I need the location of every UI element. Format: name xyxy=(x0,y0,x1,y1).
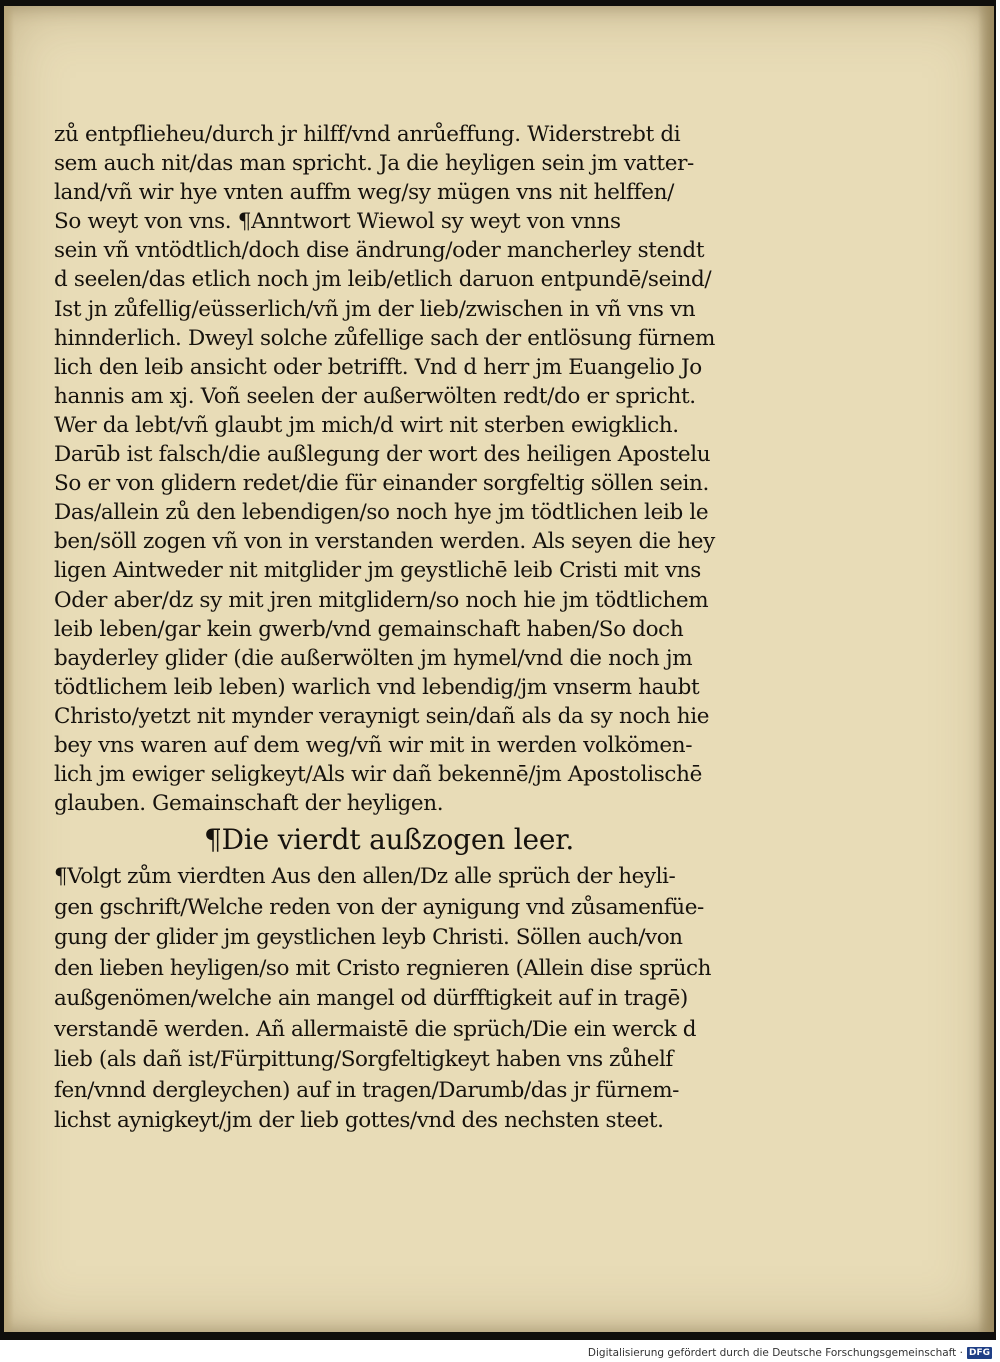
page-edge-left xyxy=(4,6,14,1332)
text-line: ligen Aintweder nit mitglider jm geystlichē leib Cristi mit vns xyxy=(54,558,701,584)
text-line: bey vns waren auf dem weg/vñ wir mit in werden volkömen- xyxy=(54,732,693,758)
text-line: Wer da lebt/vñ glaubt jm mich/d wirt nit sterben ewigklich. xyxy=(54,412,679,438)
text-line: gen gschrift/Welche reden von der aynigung vnd zůsamenfüe- xyxy=(54,894,704,920)
text-line: Darūb ist falsch/die außlegung der wort des heiligen Apostelu xyxy=(54,442,711,468)
text-line: verstandē werden. Añ allermaistē die sprüch/Die ein werck d xyxy=(54,1016,697,1042)
text-line: zů entpflieheu/durch jr hilff/vnd anrůeffung. Widerstrebt di xyxy=(54,122,681,147)
text-line: hannis am xj. Voñ seelen der außerwölten redt/do er spricht. xyxy=(54,383,696,409)
text-line: So weyt von vns. ¶Anntwort Wiewol sy weyt von vnns xyxy=(54,209,621,235)
text-line: sem auch nit/das man spricht. Ja die heyligen sein jm vatter- xyxy=(54,151,694,177)
text-line: d seelen/das etlich noch jm leib/etlich daruon entpundē/seind/ xyxy=(54,267,712,293)
text-line: lich den leib ansicht oder betrifft. Vnd d herr jm Euangelio Jo xyxy=(54,354,702,380)
dfg-logo: DFG xyxy=(968,1348,990,1358)
funding-credit-text: Digitalisierung gefördert durch die Deutsche Forschungsgemeinschaft · xyxy=(587,1347,963,1359)
scanned-page xyxy=(4,6,994,1332)
text-line: lich jm ewiger seligkeyt/Als wir dañ bekennē/jm Apostolischē xyxy=(54,762,702,788)
section-heading: ¶Die vierdt außzogen leer. xyxy=(204,823,575,857)
text-line: fen/vnnd dergleychen) auf in tragen/Darumb/das jr fürnem- xyxy=(54,1077,679,1103)
funding-credit xyxy=(588,1346,992,1360)
text-line: Das/allein zů den lebendigen/so noch hye jm tödtlichen leib le xyxy=(54,500,709,526)
text-line: ¶Volgt zům vierdten Aus den allen/Dz alle sprüch der heyli- xyxy=(54,864,676,890)
text-line: außgenömen/welche ain mangel od dürfftigkeit auf in tragē) xyxy=(54,986,688,1012)
text-line: hinnderlich. Dweyl solche zůfellige sach der entlösung fürnem xyxy=(54,325,716,351)
text-line: gung der glider jm geystlichen leyb Christi. Söllen auch/von xyxy=(54,925,683,951)
text-line: lichst aynigkeyt/jm der lieb gottes/vnd des nechsten steet. xyxy=(54,1108,664,1134)
body-text xyxy=(54,120,739,1137)
text-line: tödtlichem leib leben) warlich vnd lebendig/jm vnserm haubt xyxy=(54,674,700,700)
text-line: lieb (als dañ ist/Fürpittung/Sorgfeltigkeyt haben vns zůhelf xyxy=(54,1047,673,1073)
text-line: Oder aber/dz sy mit jren mitglidern/so noch hie jm tödtlichem xyxy=(54,587,709,613)
text-line: land/vñ wir hye vnten auffm weg/sy mügen vns nit helffen/ xyxy=(54,180,674,206)
text-line: leib leben/gar kein gwerb/vnd gemainschaft haben/So doch xyxy=(54,616,684,642)
text-line: bayderley glider (die außerwölten jm hymel/vnd die noch jm xyxy=(54,645,693,671)
page-edge-right xyxy=(978,6,994,1332)
text-line: sein vñ vntödtlich/doch dise ändrung/oder mancherley stendt xyxy=(54,238,705,264)
text-line: Ist jn zůfellig/eüsserlich/vñ jm der lieb/zwischen in vñ vns vn xyxy=(54,296,696,322)
text-line: So er von glidern redet/die für einander sorgfeltig söllen sein. xyxy=(54,471,710,497)
text-line: ben/söll zogen vñ von in verstanden werden. Als seyen die hey xyxy=(54,529,715,555)
text-line: Christo/yetzt nit mynder veraynigt sein/dañ als da sy noch hie xyxy=(54,703,710,729)
text-line: den lieben heyligen/so mit Cristo regnieren (Allein dise sprüch xyxy=(54,955,711,981)
text-line: glauben. Gemainschaft der heyligen. xyxy=(54,791,444,817)
